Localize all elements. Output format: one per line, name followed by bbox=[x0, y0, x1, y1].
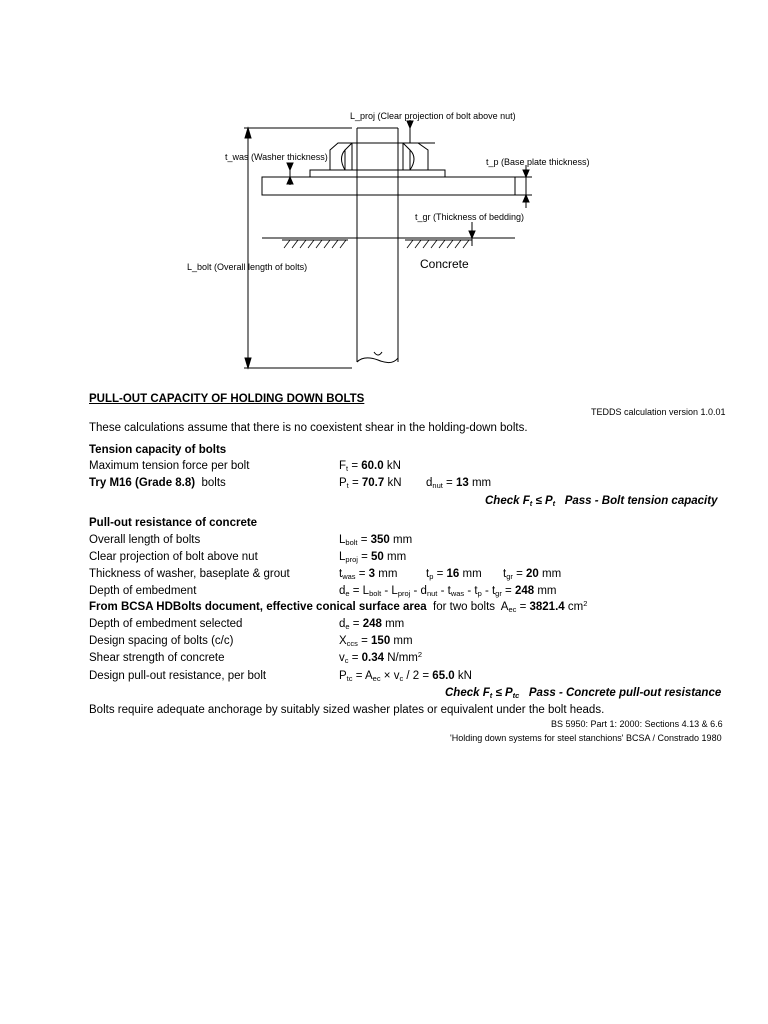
lbolt-value: $L_{bolt} = 350$ mm bbox=[339, 534, 413, 547]
reference-bcsa: 'Holding down systems for steel stanchions' BCSA / Constrado 1980 bbox=[450, 733, 722, 743]
anchorage-note: Bolts require adequate anchorage by suitably sized washer plates or equivalent under the bolt heads. bbox=[89, 704, 605, 716]
bolt-diagram bbox=[0, 0, 768, 380]
spacing-value: $X_{ccs} = 150$ mm bbox=[339, 635, 413, 648]
ft-value: $F_t = 60.0$ kN bbox=[339, 460, 401, 473]
diagram-label-lbolt: L_bolt (Overall length of bolts) bbox=[187, 262, 308, 272]
intro-text: These calculations assume that there is no coexistent shear in the holding-down bolts. bbox=[89, 422, 528, 434]
dnut-value: $d_{nut} = 13$ mm bbox=[426, 477, 492, 490]
section-heading: PULL-OUT CAPACITY OF HOLDING DOWN BOLTS bbox=[89, 393, 365, 405]
de-selected-label: Depth of embedment selected bbox=[89, 618, 243, 630]
lproj-label: Clear projection of bolt above nut bbox=[89, 551, 258, 563]
try-bolt-label: Try M16 (Grade 8.8) bolts bbox=[89, 477, 226, 489]
check-pullout: Check $F_t \le P_{tc}$ Pass - Concrete pull-out resistance bbox=[445, 687, 722, 700]
diagram-label-twas: t_was (Washer thickness) bbox=[225, 152, 328, 162]
ptc-label: Design pull-out resistance, per bolt bbox=[89, 670, 267, 682]
bcsa-line: From BCSA HDBolts document, effective conical surface area for two bolts $A_{ec} = 3821.4$ $cm^2$ bbox=[89, 599, 588, 614]
de-selected-value: $d_e = 248$ mm bbox=[339, 618, 405, 631]
shear-value: $v_c = 0.34$ $N/mm^2$ bbox=[339, 650, 423, 665]
de-formula: $d_e = L_{bolt} - L_{proj} - d_{nut} - t_{was} - t_p - t_{gr} = 248$ mm bbox=[339, 585, 557, 598]
diagram-label-concrete: Concrete bbox=[420, 257, 469, 271]
shear-label: Shear strength of concrete bbox=[89, 652, 225, 664]
spacing-label: Design spacing of bolts (c/c) bbox=[89, 635, 234, 647]
version-text: TEDDS calculation version 1.0.01 bbox=[591, 407, 726, 417]
ptc-value: $P_{tc} = A_{ec} \times v_c / 2 = 65.0$ kN bbox=[339, 670, 472, 683]
diagram-label-lproj: L_proj (Clear projection of bolt above nut) bbox=[350, 111, 516, 121]
diagram-label-tgr: t_gr (Thickness of bedding) bbox=[415, 212, 525, 222]
twas-value: $t_{was} = 3$ mm bbox=[339, 568, 398, 581]
tension-title: Tension capacity of bolts bbox=[89, 444, 227, 456]
depth-label: Depth of embedment bbox=[89, 585, 197, 597]
check-bolt-tension: Check $F_t \le P_t$ Pass - Bolt tension capacity bbox=[485, 495, 718, 508]
pullout-title: Pull-out resistance of concrete bbox=[89, 517, 258, 529]
diagram-label-tp: t_p (Base plate thickness) bbox=[486, 157, 590, 167]
ft-label: Maximum tension force per bolt bbox=[89, 460, 250, 472]
tp-value: $t_p = 16$ mm bbox=[426, 568, 482, 581]
reference-bs5950: BS 5950: Part 1: 2000: Sections 4.13 & 6.6 bbox=[551, 719, 723, 729]
lbolt-label: Overall length of bolts bbox=[89, 534, 201, 546]
pt-value: $P_t = 70.7$ kN bbox=[339, 477, 402, 490]
tgr-value: $t_{gr} = 20$ mm bbox=[503, 568, 562, 581]
thickness-label: Thickness of washer, baseplate & grout bbox=[89, 568, 290, 580]
lproj-value: $L_{proj} = 50$ mm bbox=[339, 551, 407, 564]
